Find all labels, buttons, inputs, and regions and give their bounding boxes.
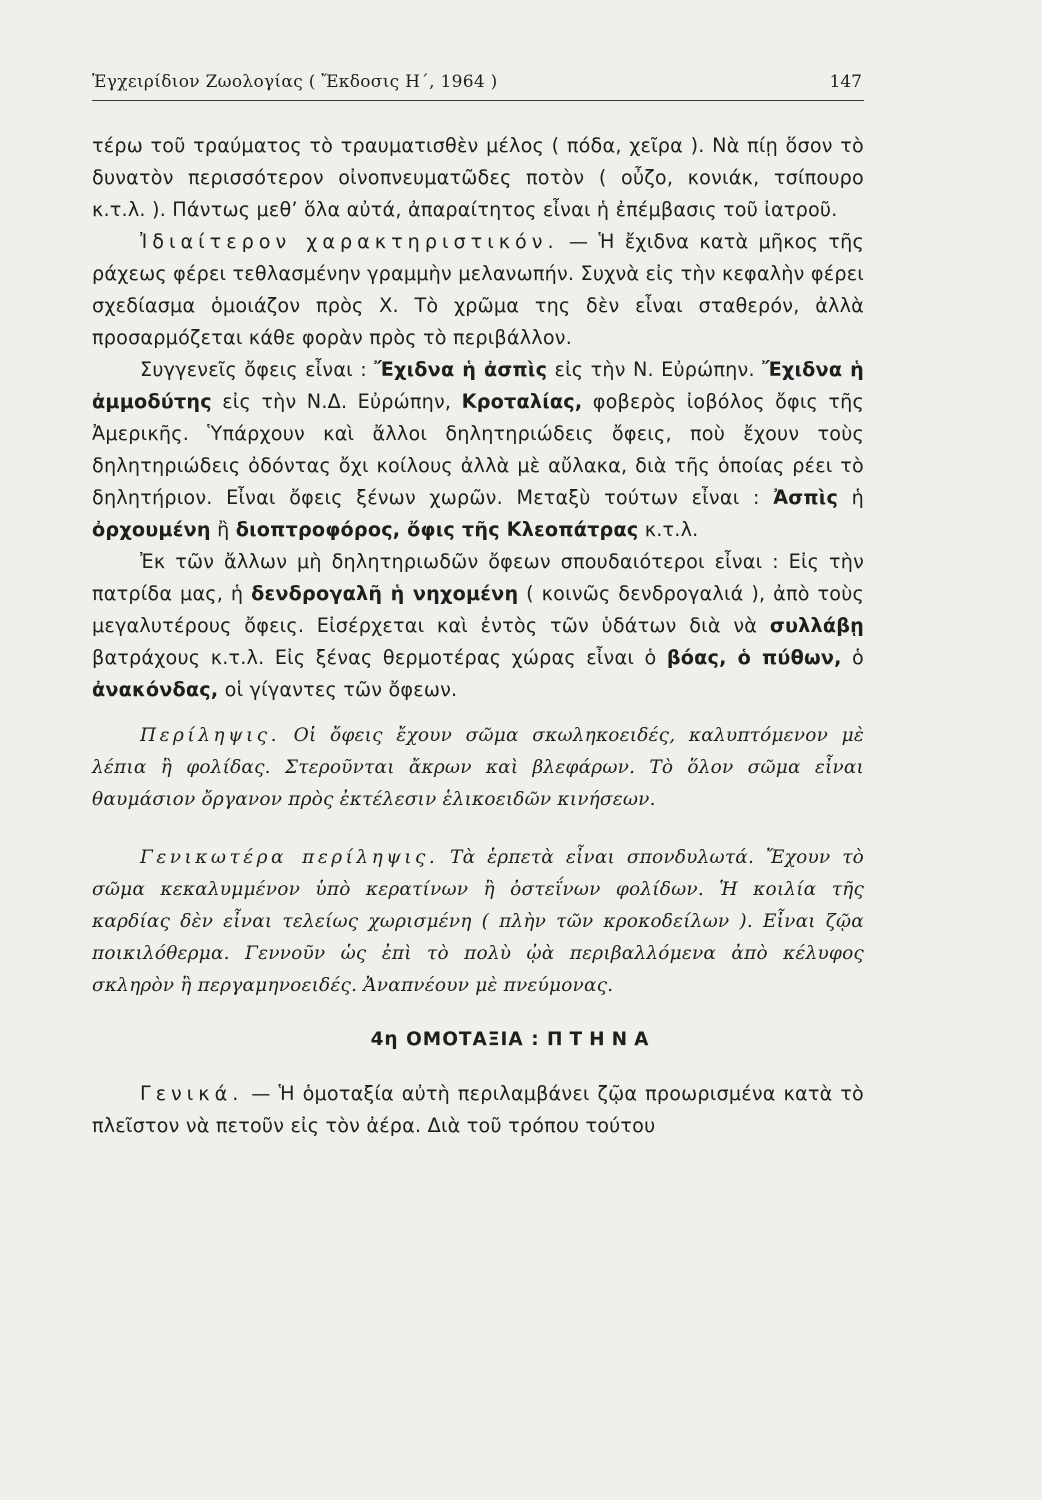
bold-term: Ἔχιδνα ἡ ἀμμοδύτης [92, 358, 864, 413]
paragraph-text: — Ἡ ἔχιδνα κατὰ μῆκος τῆς ράχεως φέρει τεθλασμένην γραμμὴν μελανωπήν. Συχνὰ εἰς τὴν κεφαλὴν φέρει σχεδίασμα ὁμοιάζον πρὸς Χ. Τὸ χρῶμα της δὲν εἶναι σταθερόν, ἀλλὰ προσαρμόζεται κάθε φορὰν πρὸς τὸ περιβάλλον. [92, 230, 864, 349]
general-summary-paragraph [92, 842, 864, 1002]
bold-term: Κροταλίας, [461, 390, 583, 413]
text-run: Ἐκ τῶν ἄλλων μὴ δηλητηριωδῶν ὄφεων σπουδαιότεροι εἶναι : Εἰς τὴν πατρίδα μας, ἡ [92, 550, 864, 605]
bold-term: Ἔχιδνα ἡ ἀσπὶς [374, 358, 548, 381]
bold-term: Ἀσπὶς [773, 486, 839, 509]
bold-term: διοπτροφόρος, ὄφις τῆς Κλεοπάτρας [235, 518, 639, 541]
paragraph-first-aid [92, 130, 864, 226]
section-heading [92, 1024, 864, 1056]
bold-term: ὀρχουμένη [92, 518, 211, 541]
paragraph-birds-general [92, 1078, 864, 1142]
section-name: ΠΤΗΝΑ [547, 1029, 656, 1050]
text-run: εἰς τὴν Ν. Εὐρώπην. [547, 358, 763, 381]
paragraph-related-snakes [92, 354, 864, 546]
bold-term: βόας, ὁ πύθων, [666, 646, 842, 669]
spacer [92, 706, 864, 720]
general-summary-lead: Γενικωτέρα περίληψις. [140, 847, 439, 868]
text-run: ὁ [841, 646, 864, 669]
page-number: 147 [829, 72, 862, 92]
text-run: ἡ [838, 486, 864, 509]
text-run: εἰς τὴν Ν.Δ. Εὐρώπην, [211, 390, 462, 413]
paragraph-lead: Γενικά. [140, 1082, 244, 1105]
summary-lead: Περίληψις. [140, 725, 281, 746]
text-run: οἱ γίγαντες τῶν ὄφεων. [218, 678, 458, 701]
text-run: κ.τ.λ. [638, 518, 699, 541]
spacer [92, 816, 864, 842]
bold-term: συλλάβῃ [769, 614, 864, 637]
paragraph-lead: Ἰδιαίτερον χαρακτηριστικόν. [140, 230, 559, 253]
paragraph-nonvenomous-snakes [92, 546, 864, 706]
page-header [92, 68, 864, 101]
paragraph-text: — Ἡ ὁμοταξία αὐτὴ περιλαμβάνει ζῷα προωρισμένα κατὰ τὸ πλεῖστον νὰ πετοῦν εἰς τὸν ἀέρα. Διὰ τοῦ τρόπου τούτου [92, 1082, 864, 1137]
running-title: Ἐγχειρίδιον Ζωολογίας ( Ἔκδοσις Η΄, 1964 ) [92, 72, 498, 92]
general-summary-text: Τὰ ἑρπετὰ εἶναι σπονδυλωτά. Ἔχουν τὸ σῶμα κεκαλυμμένον ὑπὸ κερατίνων ἢ ὀστεΐνων φολίδων. Ἡ κοιλία τῆς καρδίας δὲν εἶναι τελείως χωρισμένη ( πλὴν τῶν κροκοδείλων ). Εἶναι ζῷα ποικιλόθερμα. Γεννοῦν ὡς ἐπὶ τὸ πολὺ ᾠὰ περιβαλλόμενα ἀπὸ κέλυφος σκληρὸν ἢ περγαμηνοειδές. Ἀναπνέουν μὲ πνεύμονας. [92, 847, 864, 996]
text-run: ἢ [210, 518, 236, 541]
spacer [92, 1002, 864, 1024]
paragraph-characteristic [92, 226, 864, 354]
section-number: 4η [370, 1029, 399, 1050]
spacer [92, 1056, 864, 1078]
bold-term: δενδρογαλῆ ἡ νηχομένη [251, 582, 519, 605]
text-run: βατράχους κ.τ.λ. Εἰς ξένας θερμοτέρας χώρας εἶναι ὁ [92, 646, 667, 669]
section-label: ΟΜΟΤΑΞΙΑ : [406, 1029, 540, 1050]
text-run: ( κοινῶς δενδρογαλιά ), ἀπὸ τοὺς μεγαλυτέρους ὄφεις. Εἰσέρχεται καὶ ἐντὸς τῶν ὑδάτων διὰ νὰ [92, 582, 864, 637]
summary-paragraph [92, 720, 864, 816]
paragraph-text: τέρω τοῦ τραύματος τὸ τραυματισθὲν μέλος ( πόδα, χεῖρα ). Νὰ πίῃ ὅσον τὸ δυνατὸν περισσότερον οἰνοπνευματῶδες ποτὸν ( οὖζο, κονιάκ, τσίπουρο κ.τ.λ. ). Πάντως μεθ’ ὅλα αὐτά, ἀπαραίτητος εἶναι ἡ ἐπέμβασις τοῦ ἰατροῦ. [92, 134, 864, 221]
bold-term: ἀνακόνδας, [92, 678, 219, 701]
text-run: φοβερὸς ἰοβόλος ὄφις τῆς Ἀμερικῆς. Ὑπάρχουν καὶ ἄλλοι δηλητηριώδεις ὄφεις, ποὺ ἔχουν τοὺς δηλητηριώδεις ὀδόντας ὄχι κοίλους ἀλλὰ μὲ αὔλακα, διὰ τῆς ὁποίας ρέει τὸ δηλητήριον. Εἶναι ὄφεις ξένων χωρῶν. Μεταξὺ τούτων εἶναι : [92, 390, 864, 509]
text-run: Συγγενεῖς ὄφεις εἶναι : [140, 358, 375, 381]
page-body [92, 130, 864, 1142]
summary-text: Οἱ ὄφεις ἔχουν σῶμα σκωληκοειδές, καλυπτόμενον μὲ λέπια ἢ φολίδας. Στεροῦνται ἄκρων καὶ βλεφάρων. Τὸ ὅλον σῶμα εἶναι θαυμάσιον ὄργανον πρὸς ἐκτέλεσιν ἑλικοειδῶν κινήσεων. [92, 725, 864, 810]
